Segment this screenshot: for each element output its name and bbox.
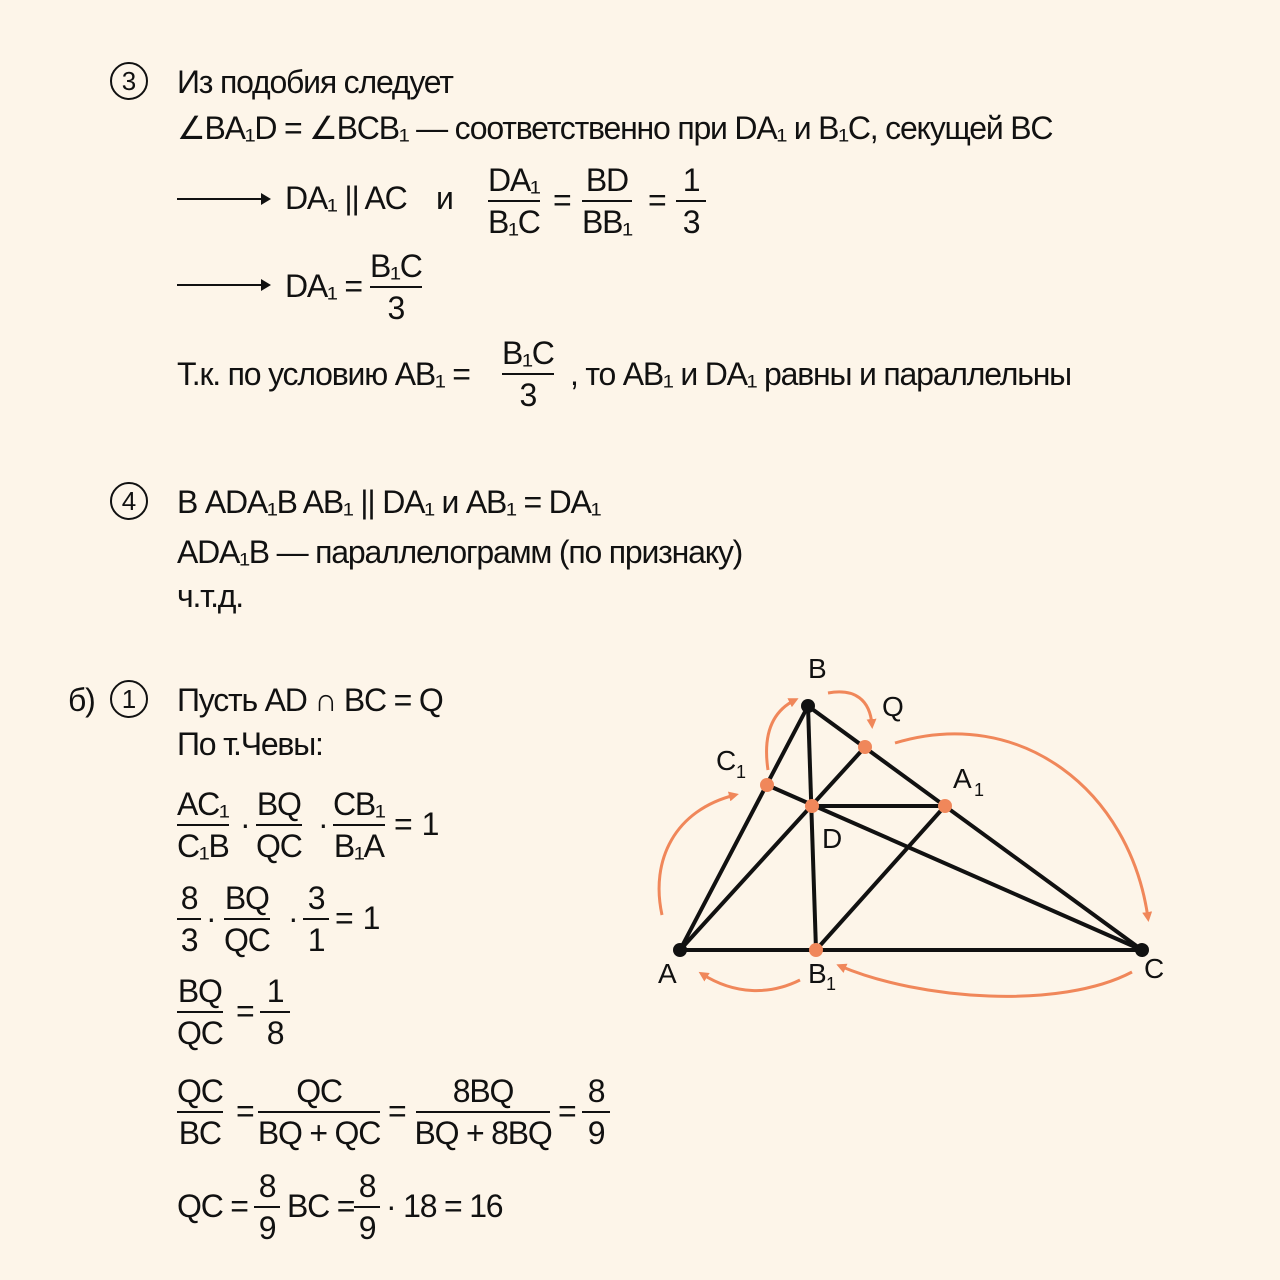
parallel-statement: DA₁ || AC <box>285 180 407 216</box>
numerator: B₁C <box>502 335 554 371</box>
equals-sign: = <box>236 1093 255 1129</box>
qc-equals: QC = <box>177 1188 248 1224</box>
label-b1: B <box>808 958 827 989</box>
numerator: 1 <box>266 973 284 1009</box>
step3-angle-statement: ∠BA₁D = ∠BCB₁ — соответственно при DA₁ и B₁C, секущей BC <box>177 110 1053 146</box>
denominator: QC <box>256 828 302 864</box>
numerator: CB₁ <box>333 786 385 822</box>
numerator: BD <box>585 162 628 198</box>
arrow-q-to-c <box>895 734 1148 918</box>
label-a: A <box>658 958 677 989</box>
denominator: B₁A <box>333 828 384 864</box>
label-b: B <box>808 653 827 684</box>
denominator: BB₁ <box>582 204 632 240</box>
point-a1 <box>938 799 952 813</box>
label-a1-sub: 1 <box>974 780 985 800</box>
numerator: BQ <box>177 973 222 1009</box>
step4-line1: В ADA₁B AB₁ || DA₁ и AB₁ = DA₁ <box>177 484 601 520</box>
point-a <box>673 943 687 957</box>
dot: · <box>206 900 217 936</box>
label-d: D <box>822 823 843 854</box>
bc-equals: BC = <box>287 1188 355 1224</box>
part-b-label: б) <box>68 682 95 718</box>
denominator: 1 <box>307 922 325 958</box>
step4-line2: ADA₁B — параллелограмм (по признаку) <box>177 534 743 570</box>
step-number-1: 1 <box>110 680 148 718</box>
step-number-3: 3 <box>110 62 148 100</box>
point-c1 <box>760 778 774 792</box>
point-b <box>801 699 815 713</box>
denominator: C₁B <box>177 828 229 864</box>
arrow-b1-to-a <box>702 974 800 991</box>
step3-line1: Из подобия следует <box>177 64 453 100</box>
point-b1 <box>809 943 823 957</box>
label-c: C <box>1144 953 1165 984</box>
numerator: 8BQ <box>452 1073 514 1109</box>
numerator: 8 <box>258 1168 276 1204</box>
numerator: QC <box>177 1073 223 1109</box>
denominator: 8 <box>266 1015 284 1051</box>
equals-sign: = <box>236 993 255 1029</box>
denominator: 3 <box>180 922 198 958</box>
dot: · <box>288 900 299 936</box>
dot: · <box>318 806 329 842</box>
denominator: 9 <box>358 1210 376 1246</box>
numerator: 8 <box>358 1168 376 1204</box>
denominator: BQ + 8BQ <box>414 1115 552 1151</box>
denominator: 3 <box>519 377 537 413</box>
numerator: BQ <box>224 880 269 916</box>
conclusion-statement: , то AB₁ и DA₁ равны и параллельны <box>570 356 1071 392</box>
numerator: B₁C <box>370 248 422 284</box>
denominator: BC <box>178 1115 221 1151</box>
triangle-lines <box>680 706 1142 950</box>
numerator: 8 <box>180 880 198 916</box>
numerator: DA₁ <box>488 162 540 198</box>
numerator: 3 <box>307 880 325 916</box>
equals-sign: = <box>388 1093 407 1129</box>
qed: ч.т.д. <box>177 578 243 614</box>
numerator: QC <box>296 1073 342 1109</box>
arrow-c-to-b1 <box>840 966 1132 996</box>
label-c1: C <box>716 745 737 776</box>
point-q <box>858 740 872 754</box>
equals-one: = 1 <box>335 900 381 936</box>
partb-line2: По т.Чевы: <box>177 726 323 762</box>
side-bc <box>808 706 1142 950</box>
numerator: BQ <box>256 786 301 822</box>
dot: · <box>240 806 251 842</box>
denominator: BQ + QC <box>257 1115 381 1151</box>
result-16: · 18 = 16 <box>386 1188 503 1224</box>
segment-cc1 <box>767 785 1142 950</box>
label-q: Q <box>882 691 904 722</box>
and-word: и <box>436 180 453 216</box>
numerator: AC₁ <box>177 786 229 822</box>
label-b1-sub: 1 <box>826 974 837 994</box>
denominator: 9 <box>587 1115 605 1151</box>
equals-sign: = <box>648 182 667 218</box>
condition-statement: Т.к. по условию AB₁ = <box>177 356 470 392</box>
denominator: 3 <box>682 204 700 240</box>
segment-bb1 <box>808 706 816 950</box>
arrow-b-to-q <box>828 692 872 725</box>
step-number-4: 4 <box>110 482 148 520</box>
denominator: 3 <box>387 290 405 326</box>
arrow-a-to-c1 <box>659 795 735 915</box>
da1-equals: DA₁ = <box>285 268 362 304</box>
denominator: QC <box>177 1015 223 1051</box>
label-a1: A <box>953 763 972 794</box>
equals-sign: = <box>558 1093 577 1129</box>
label-c1-sub: 1 <box>736 762 747 782</box>
denominator: B₁C <box>488 204 540 240</box>
equals-one: = 1 <box>394 806 440 842</box>
numerator: 8 <box>587 1073 605 1109</box>
numerator: 1 <box>682 162 700 198</box>
partb-line1: Пусть AD ∩ BC = Q <box>177 682 443 718</box>
equals-sign: = <box>553 182 572 218</box>
denominator: QC <box>224 922 270 958</box>
denominator: 9 <box>258 1210 276 1246</box>
point-d <box>805 799 819 813</box>
